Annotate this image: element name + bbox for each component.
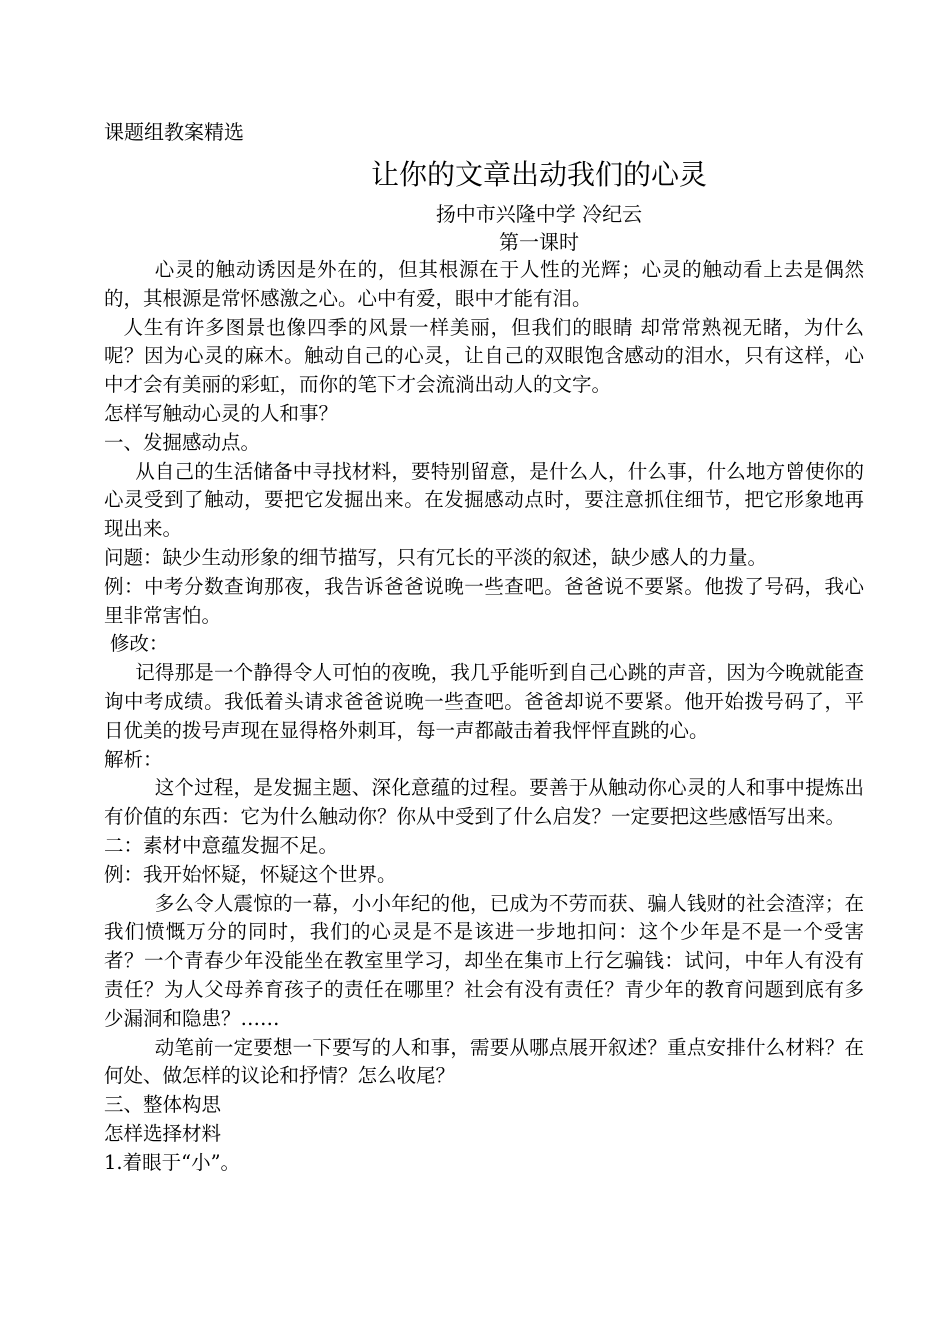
document-body — [104, 256, 864, 1178]
paragraph-material: 从自己的生活储备中寻找材料，要特别留意，是什么人，什么事，什么地方曾使你的心灵受到了触动，要把它发掘出来。在发掘感动点时，要注意抓住细节，把它形象地再现出来。 — [104, 459, 864, 541]
document-title: 让你的文章出动我们的心灵 — [370, 158, 707, 191]
lesson-heading: 第一课时 — [499, 230, 579, 254]
paragraph-example-2: 例：我开始怀疑，怀疑这个世界。 — [104, 862, 397, 886]
paragraph-before-writing: 动笔前一定要想一下要写的人和事，需要从哪点展开叙述？重点安排什么材料？在何处、做怎样的议论和抒情？怎么收尾？ — [104, 1035, 864, 1088]
paragraph-analysis: 这个过程，是发掘主题、深化意蕴的过程。要善于从触动你心灵的人和事中提炼出有价值的东西：它为什么触动你？你从中受到了什么启发？一定要把这些感悟写出来。 — [104, 776, 864, 829]
paragraph-select-material: 怎样选择材料 — [104, 1121, 222, 1145]
document-page — [104, 118, 864, 1178]
paragraph-focus-small: 1.着眼于“小”。 — [104, 1150, 241, 1174]
section-heading-3: 三、整体构思 — [104, 1093, 222, 1117]
paragraph-revision-label: 修改： — [109, 632, 169, 656]
paragraph-analysis-label: 解析： — [104, 747, 163, 771]
paragraph-shock: 多么令人震惊的一幕，小小年纪的他，已成为不劳而获、骗人钱财的社会渣滓；在我们愤慨万分的同时，我们的心灵是不是该进一步地扣问：这个少年是不是一个受害者？一个青春少年没能坐在教室里学习，却坐在集市上行乞骗钱：试问，中年人有没有责任？为人父母养育孩子的责任在哪里？社会有没有责任？青少年的教育问题到底有多少漏洞和隐患？…… — [104, 891, 864, 1030]
section-heading-2: 二：素材中意蕴发掘不足。 — [104, 833, 339, 857]
paragraph-question: 怎样写触动心灵的人和事？ — [104, 401, 339, 425]
paragraph-example-1: 例：中考分数查询那夜，我告诉爸爸说晚一些查吧。爸爸说不要紧。他拨了号码，我心里非常害怕。 — [104, 574, 864, 627]
paragraph-intro: 心灵的触动诱因是外在的，但其根源在于人性的光辉；心灵的触动看上去是偶然的，其根源是常怀感激之心。心中有爱，眼中才能有泪。 — [104, 258, 864, 310]
paragraph-scenery: 人生有许多图景也像四季的风景一样美丽，但我们的眼睛 却常常熟视无睹，为什么呢？因为心灵的麻木。触动自己的心灵，让自己的双眼饱含感动的泪水，只有这样，心中才会有美丽的彩虹，而你的笔下才会流淌出动人的文字。 — [104, 315, 864, 397]
paragraph-revision: 记得那是一个静得令人可怕的夜晚，我几乎能听到自己心跳的声音，因为今晚就能查询中考成绩。我低着头请求爸爸说晚一些查吧。爸爸却说不要紧。他开始拨号码了，平日优美的拨号声现在显得格外刺耳，每一声都敲击着我怦怦直跳的心。 — [104, 661, 864, 742]
author-line: 扬中市兴隆中学 冷纪云 — [435, 202, 643, 226]
paragraph-problem: 问题：缺少生动形象的细节描写，只有冗长的平淡的叙述，缺少感人的力量。 — [104, 545, 768, 569]
section-heading-1: 一、发掘感动点。 — [104, 430, 261, 454]
header-label: 课题组教案精选 — [104, 120, 244, 144]
